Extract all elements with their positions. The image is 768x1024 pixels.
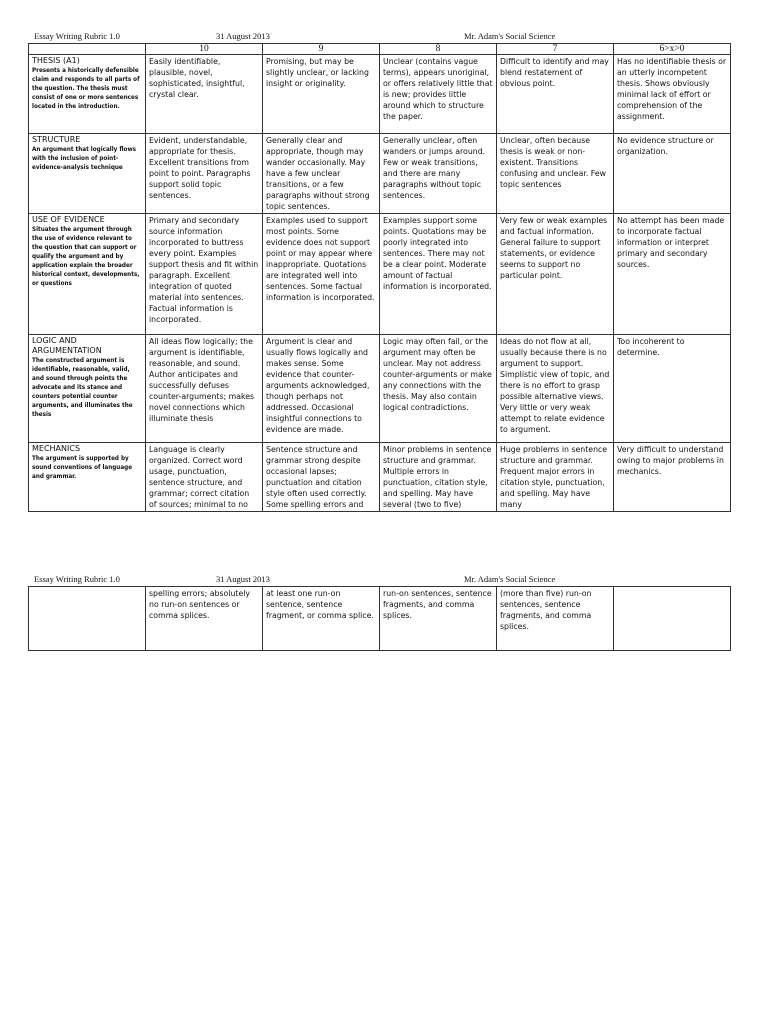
rubric-cell bbox=[614, 214, 731, 335]
rubric-cell bbox=[497, 214, 614, 335]
criterion-name: STRUCTURE bbox=[32, 135, 81, 144]
rubric-cell-text: Examples support some points. Quotations may be poorly integrated into sentences. There may not be a clear point. Moderate amount of factual information is incorporated. bbox=[383, 216, 492, 291]
rubric-cell-text: Language is clearly organized. Correct word usage, punctuation, sentence structure, and grammar; correct citation of sources; minimal to no bbox=[149, 445, 250, 509]
rubric-cell bbox=[263, 335, 380, 443]
rubric-cell-text: (more than five) run-on sentences, sentence fragments, and comma splices. bbox=[500, 589, 592, 631]
criterion-cell bbox=[29, 55, 146, 134]
criterion-cell bbox=[29, 134, 146, 214]
rubric-cell bbox=[614, 587, 731, 651]
criterion-description: Situates the argument through the use of evidence relevant to the question that can support or qualify the argument and by application explain the broader historical context, developments, or questions bbox=[32, 226, 140, 287]
rubric-cell bbox=[263, 134, 380, 214]
rubric-cell bbox=[380, 55, 497, 134]
rubric-cell bbox=[146, 214, 263, 335]
rubric-cell bbox=[146, 335, 263, 443]
rubric-cell bbox=[497, 55, 614, 134]
rubric-title: Essay Writing Rubric 1.0 bbox=[34, 574, 120, 584]
teacher-name: Mr. Adam's Social Science bbox=[464, 574, 556, 584]
rubric-cell-text: Very few or weak examples and factual information. General failure to support statements, or evidence seems to support no particular point. bbox=[500, 216, 608, 280]
rubric-cell bbox=[614, 443, 731, 512]
rubric-cell-text: at least one run-on sentence, sentence fragment, or comma splice. bbox=[266, 589, 374, 620]
rubric-cell bbox=[146, 134, 263, 214]
rubric-date: 31 August 2013 bbox=[216, 31, 270, 41]
score-level-header: 9 bbox=[263, 44, 380, 55]
criterion-description: An argument that logically flows with the inclusion of point-evidence-analysis technique bbox=[32, 146, 137, 171]
rubric-cell bbox=[263, 55, 380, 134]
criterion-row-thesis bbox=[29, 55, 731, 134]
rubric-table bbox=[28, 43, 731, 512]
rubric-cell-text: Generally unclear, often wanders or jumps around. Few or weak transitions, and there are many paragraphs without topic sentences. bbox=[383, 136, 486, 200]
rubric-cell-text: Ideas do not flow at all, usually because there is no argument to support. Simplistic view of topic, and there is no effort to grasp possible alternative views. Very little or very weak attempt to relate evidence to argument. bbox=[500, 337, 610, 434]
rubric-cell bbox=[380, 587, 497, 651]
rubric-cell-text: spelling errors; absolutely no run-on sentences or comma splices. bbox=[149, 589, 251, 620]
rubric-cell-text: Very difficult to understand owing to major problems in mechanics. bbox=[617, 445, 724, 476]
rubric-cell-text: Huge problems in sentence structure and grammar. Frequent major errors in citation style, punctuation, and spelling. May have many bbox=[500, 445, 608, 509]
criterion-cell bbox=[29, 214, 146, 335]
rubric-cell-text: Evident, understandable, appropriate for thesis. Excellent transitions from point to point. Paragraphs support solid topic sentences. bbox=[149, 136, 251, 200]
score-level-header: 6>x>0 bbox=[614, 44, 731, 55]
criterion-name: LOGIC AND ARGUMENTATION bbox=[32, 336, 102, 355]
rubric-cell-text: Primary and secondary source information incorporated to buttress every point. Examples support thesis and fit within paragraph. Excellent integration of quoted material into sentences. Factual information is incorporated. bbox=[149, 216, 259, 324]
criterion-name: MECHANICS bbox=[32, 444, 81, 453]
rubric-cell bbox=[380, 443, 497, 512]
criterion-row-mechanics-continued bbox=[29, 587, 731, 651]
criterion-cell bbox=[29, 443, 146, 512]
rubric-cell-text: Generally clear and appropriate, though may wander occasionally. May have a few unclear transitions, or a few paragraphs without strong topic sentences. bbox=[266, 136, 370, 211]
rubric-date: 31 August 2013 bbox=[216, 574, 270, 584]
rubric-cell bbox=[497, 134, 614, 214]
teacher-name: Mr. Adam's Social Science bbox=[464, 31, 556, 41]
rubric-cell-text: Easily identifiable, plausible, novel, sophisticated, insightful, crystal clear. bbox=[149, 57, 245, 99]
rubric-cell-text: Examples used to support most points. Some evidence does not support point or may appear where inappropriate. Quotations are integrated well into sentences. Some factual information is incorporated. bbox=[266, 216, 375, 302]
criterion-row-logic bbox=[29, 335, 731, 443]
criterion-cell bbox=[29, 587, 146, 651]
rubric-cell bbox=[497, 335, 614, 443]
rubric-cell-text: Promising, but may be slightly unclear, or lacking insight or originality. bbox=[266, 57, 369, 88]
rubric-cell-text: Argument is clear and usually flows logically and makes sense. Some evidence that counter-arguments acknowledged, though perhaps not addressed. Occasional insightful connections to evidence are made. bbox=[266, 337, 370, 434]
criterion-description: The constructed argument is identifiable, reasonable, valid, and sound through points the advocate and its stance and counters potential counter arguments, and illuminates the thesis bbox=[32, 357, 133, 418]
rubric-cell bbox=[497, 587, 614, 651]
rubric-cell bbox=[380, 134, 497, 214]
rubric-cell-text: run-on sentences, sentence fragments, and comma splices. bbox=[383, 589, 492, 620]
score-level-header: 8 bbox=[380, 44, 497, 55]
rubric-cell-text: Too incoherent to determine. bbox=[617, 337, 685, 357]
rubric-cell bbox=[146, 443, 263, 512]
criterion-name: THESIS (A1) bbox=[32, 56, 80, 65]
rubric-cell-text: Has no identifiable thesis or an utterly incompetent thesis. Shows obviously minimal lack of effort or comprehension of the assignment. bbox=[617, 57, 727, 121]
rubric-title: Essay Writing Rubric 1.0 bbox=[34, 31, 120, 41]
rubric-cell-text: Sentence structure and grammar strong despite occasional lapses; punctuation and citation style often used correctly. Some spelling errors and bbox=[266, 445, 367, 509]
rubric-cell-text: All ideas flow logically; the argument is identifiable, reasonable, and sound. Author anticipates and successfully defuses counter-arguments; makes novel connections which illuminate thesis bbox=[149, 337, 255, 423]
criterion-row-structure bbox=[29, 134, 731, 214]
page-header bbox=[32, 574, 732, 585]
rubric-cell bbox=[497, 443, 614, 512]
score-header-row bbox=[29, 44, 731, 55]
criterion-name: USE OF EVIDENCE bbox=[32, 215, 105, 224]
criterion-description: Presents a historically defensible claim and responds to all parts of the question. The thesis must consist of one or more sentences located in the introduction. bbox=[32, 67, 140, 110]
rubric-cell-text: Unclear (contains vague terms), appears unoriginal, or offers relatively little that is new; provides little around which to structure the paper. bbox=[383, 57, 493, 121]
criterion-cell bbox=[29, 335, 146, 443]
rubric-cell bbox=[380, 335, 497, 443]
rubric-cell bbox=[263, 443, 380, 512]
rubric-cell-text: No attempt has been made to incorporate factual information or interpret primary and secondary sources. bbox=[617, 216, 725, 269]
criterion-row-evidence bbox=[29, 214, 731, 335]
rubric-cell bbox=[614, 335, 731, 443]
rubric-table-continuation bbox=[28, 586, 731, 651]
rubric-cell-text: No evidence structure or organization. bbox=[617, 136, 714, 156]
rubric-cell bbox=[614, 55, 731, 134]
criterion-row-mechanics bbox=[29, 443, 731, 512]
rubric-cell-text: Logic may often fail, or the argument may often be unclear. May not address counter-arguments or make any connections with the thesis. May also contain logical contradictions. bbox=[383, 337, 492, 412]
score-level-header: 10 bbox=[146, 44, 263, 55]
rubric-cell bbox=[263, 587, 380, 651]
criterion-description: The argument is supported by sound conventions of language and grammar. bbox=[32, 455, 133, 480]
rubric-cell bbox=[263, 214, 380, 335]
rubric-cell bbox=[146, 587, 263, 651]
page-header bbox=[32, 31, 732, 42]
rubric-cell-text: Minor problems in sentence structure and grammar. Multiple errors in punctuation, citation style, and spelling. May have several (two to five) bbox=[383, 445, 492, 509]
rubric-cell-text: Difficult to identify and may blend restatement of obvious point. bbox=[500, 57, 609, 88]
rubric-cell bbox=[380, 214, 497, 335]
rubric-cell bbox=[146, 55, 263, 134]
corner-cell bbox=[29, 44, 146, 55]
rubric-cell bbox=[614, 134, 731, 214]
score-level-header: 7 bbox=[497, 44, 614, 55]
rubric-cell-text: Unclear, often because thesis is weak or non-existent. Transitions confusing and unclear. Few topic sentences bbox=[500, 136, 607, 189]
